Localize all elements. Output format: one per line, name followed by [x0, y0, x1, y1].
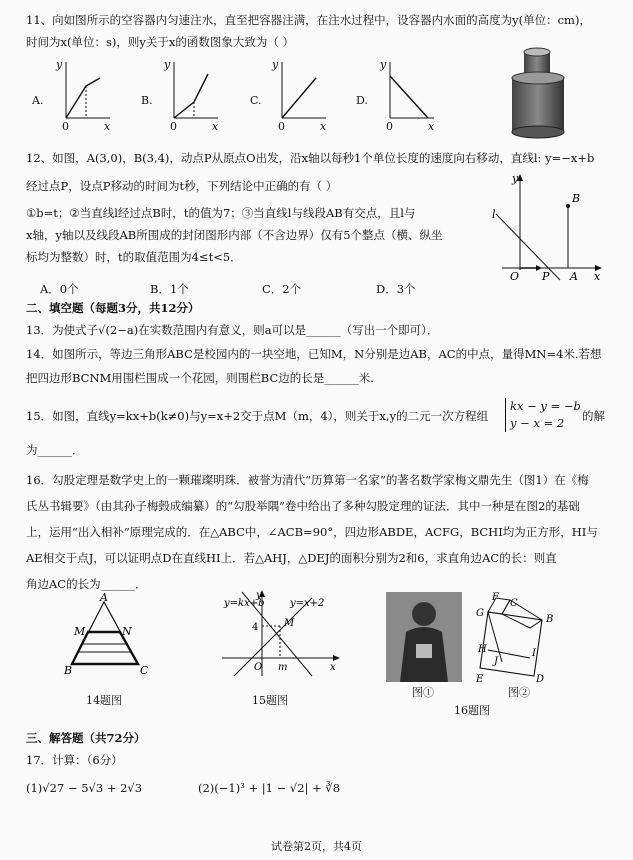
fig14-c: C — [140, 664, 149, 674]
q15-eq1: kx − y = −b — [510, 399, 581, 413]
q11-d-x: x — [428, 120, 435, 133]
q16-line3: 上，运用“出入相补”原理完成的．在△ABC中，∠ACB=90°，四边形ABDE，ACFG，BCHI均为正方形，HI与 — [26, 525, 598, 539]
q12-fig-b: B — [572, 192, 581, 205]
fig14-m: M — [74, 625, 86, 638]
fig14-a: A — [100, 592, 108, 604]
fig16-j: J — [494, 656, 499, 667]
q11-c-origin: 0 — [278, 120, 285, 133]
q11-a-origin: 0 — [62, 120, 69, 133]
q12-fig-o: O — [510, 270, 520, 282]
fig15-eq2: y=x+2 — [290, 598, 325, 609]
fig14-b: B — [64, 664, 73, 674]
q11-line1: 11、向如图所示的空容器内匀速注水，直至把容器注满，在注水过程中，设容器内水面的高度为y(单位：cm)， — [26, 13, 591, 27]
q12-choice-b: B．1个 — [150, 282, 189, 296]
q16-line2: 氏丛书辑要》（由其孙子梅瑴成编纂）的“勾股举隅”卷中给出了多种勾股定理的证法．其中一种是在图2的基础 — [26, 499, 580, 513]
fig16-portrait — [386, 592, 462, 682]
fig15-eq1: y=kx+b — [224, 598, 265, 609]
q11-graph-d — [390, 62, 434, 118]
fig14 — [60, 592, 160, 674]
q14-line1: 14．如图所示，等边三角形ABC是校园内的一块空地，已知M，N分别是边AB，AC的中点，量得MN=4米.若想 — [26, 347, 602, 361]
fig15-caption: 15题图 — [252, 694, 288, 707]
q11-c-y: y — [272, 58, 279, 71]
fig15-o: O — [254, 662, 263, 673]
q11-option-c: C. — [250, 94, 262, 107]
q16-line1: 16．勾股定理是数学史上的一颗璀璨明珠．被誉为清代“历算第一名家”的著名数学家梅文鼎先生（图1）在《梅 — [26, 473, 589, 487]
page-footer: 试卷第2页，共4页 — [271, 840, 362, 853]
q16-line5: 角边AC的长为______． — [26, 577, 147, 591]
q15-system — [505, 398, 581, 432]
q11-line2: 时间为x(单位：s)，则y关于x的函数图象大致为（ ） — [26, 35, 294, 49]
section-3-title: 三、解答题（共72分） — [26, 731, 146, 745]
fig16-i: I — [532, 648, 536, 659]
fig16-geometry — [470, 592, 570, 684]
q17-title: 17．计算：（6分） — [26, 753, 123, 767]
q11-graph-c — [282, 62, 326, 118]
q15-eq2: y − x = 2 — [510, 416, 565, 430]
q12-fig-p: P — [542, 270, 550, 282]
q11-graph-a — [66, 62, 110, 118]
fig16-1-caption: 图① — [412, 686, 434, 699]
q11-option-b: B. — [141, 94, 153, 107]
fig14-n: N — [122, 625, 132, 638]
q17-part2: (2)(−1)³ + |1 − √2| + ∛8 — [198, 781, 341, 795]
fig16-h: H — [478, 644, 487, 655]
fig15-m-point: M — [284, 618, 295, 629]
fig16-b: B — [546, 614, 554, 625]
q11-a-x: x — [104, 120, 111, 133]
q15-tail: 的解 — [582, 409, 605, 423]
q11-option-d: D. — [356, 94, 368, 107]
fig15-x: x — [330, 662, 336, 673]
q15-line2: 为______． — [26, 443, 84, 457]
q12-figure — [486, 170, 606, 282]
q11-c-x: x — [320, 120, 327, 133]
q12-fig-x: x — [594, 270, 601, 282]
fig14-caption: 14题图 — [86, 694, 122, 707]
q12-line4: x轴，y轴以及线段AB所围成的封闭图形内部（不含边界）仅有5个整点（横、纵坐 — [26, 228, 443, 242]
q11-b-origin: 0 — [170, 120, 177, 133]
q12-line1: 12、如图，A(3,0)，B(3,4)，动点P从原点O出发，沿x轴以每秒1个单位长度的速度向右移动，直线l: y=−x+b — [26, 151, 595, 165]
q13-text: 13．为使式子√(2−a)在实数范围内有意义，则a可以是______（写出一个即可）． — [26, 323, 439, 337]
q15-line1: 15．如图，直线y=kx+b(k≠0)与y=x+2交于点M（m，4），则关于x,y的二元一次方程组 — [26, 409, 489, 423]
q12-fig-y: y — [512, 172, 519, 185]
container-image — [508, 44, 570, 140]
q12-fig-a: A — [570, 270, 578, 282]
fig15 — [212, 588, 342, 680]
q17-part1: (1)√27 − 5√3 + 2√3 — [26, 781, 143, 795]
q11-b-y: y — [164, 58, 171, 71]
fig16-f: F — [492, 592, 499, 603]
q16-line4: AE相交于点J，可以证明点D在直线HI上．若△AHJ，△DEJ的面积分别为2和6，求直角边AC的长：则直 — [26, 551, 557, 565]
fig16-c: C — [510, 598, 518, 609]
q11-b-x: x — [212, 120, 219, 133]
q12-fig-l: l — [492, 208, 496, 221]
q12-line3: ①b=t；②当直线l经过点B时，t的值为7；③当直线l与线段AB有交点，且l与 — [26, 206, 416, 220]
q11-option-a: A. — [32, 94, 44, 107]
fig16-2-caption: 图② — [508, 686, 530, 699]
fig16-d: D — [536, 674, 545, 684]
fig15-y: y — [256, 590, 262, 601]
q12-line5: 标均为整数）时，t的取值范围为4≤t<5． — [26, 250, 242, 264]
fig16-g: G — [476, 608, 484, 619]
q12-choice-a: A．0个 — [40, 282, 79, 296]
q11-d-origin: 0 — [386, 120, 393, 133]
section-2-title: 二、填空题（每题3分，共12分） — [26, 301, 200, 315]
fig15-four: 4 — [252, 622, 259, 633]
q12-choice-c: C．2个 — [262, 282, 302, 296]
fig16-e: E — [476, 674, 484, 684]
fig15-m: m — [278, 662, 288, 673]
q11-d-y: y — [380, 58, 387, 71]
q12-line2: 经过点P，设点P移动的时间为t秒，下列结论中正确的有（ ） — [26, 179, 338, 193]
q12-choice-d: D．3个 — [376, 282, 416, 296]
fig16-caption: 16题图 — [454, 704, 490, 717]
q14-line2: 把四边形BCNM用围栏围成一个花园，则围栏BC边的长是______米. — [26, 371, 374, 385]
q11-graph-b — [174, 62, 218, 118]
q11-a-y: y — [56, 58, 63, 71]
